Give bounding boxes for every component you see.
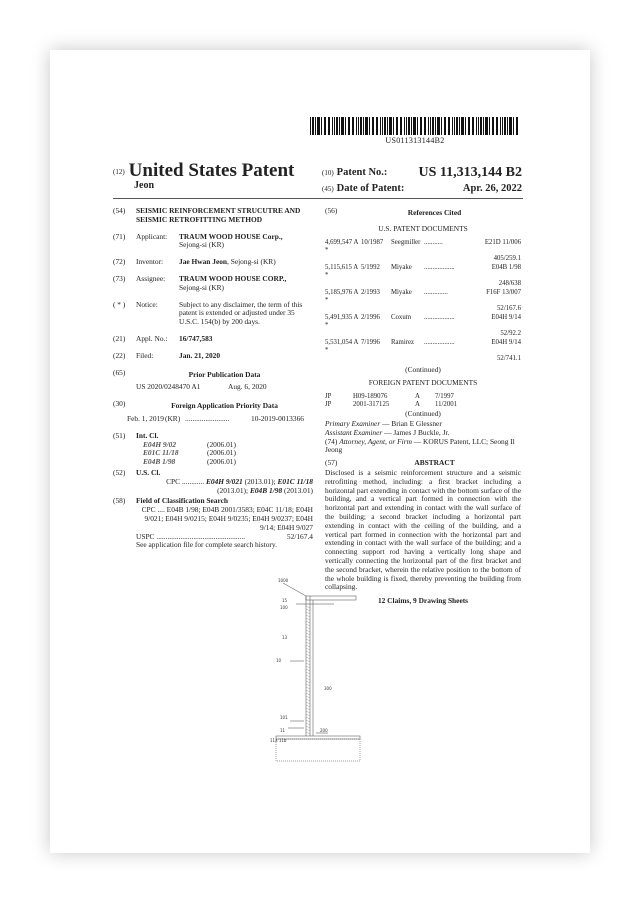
code-10: (10): [322, 169, 334, 177]
barcode-bar: [468, 117, 470, 135]
assistant-examiner-label: Assistant Examiner: [325, 427, 383, 437]
code-12: (12): [113, 167, 125, 176]
hatch-line: [306, 654, 310, 656]
barcode-bar: [516, 117, 518, 135]
barcode-bar: [332, 117, 333, 135]
hatch-line: [306, 612, 310, 614]
hatch-line: [306, 699, 310, 701]
barcode-bar: [459, 117, 460, 135]
cpc-year-3: (2013.01): [284, 485, 313, 495]
barcode-bar: [478, 117, 479, 135]
barcode-bar: [465, 117, 466, 135]
abstract-head: ABSTRACT: [414, 458, 455, 468]
code-22: (22): [113, 350, 126, 360]
continued-1: (Continued): [405, 364, 441, 374]
barcode-bar: [428, 117, 429, 135]
barcode-bar: [382, 117, 383, 135]
barcode-bar: [513, 117, 514, 135]
label-11: 11: [280, 728, 286, 733]
foreign-country: (KR): [165, 413, 181, 423]
barcode-bar: [489, 117, 490, 135]
label-13: 13: [282, 635, 288, 640]
barcode: [310, 117, 520, 145]
code-72: (72): [113, 257, 126, 267]
us-reference-row: [325, 239, 521, 255]
foreign-reference-cell: 11/2001: [435, 401, 458, 409]
barcode-bar: [435, 117, 436, 135]
code-58: (58): [113, 496, 126, 506]
foreign-dots: ........................: [185, 413, 230, 423]
int-cl-code: E04H 9/02: [143, 439, 177, 449]
foreign-priority-head: Foreign Application Priority Data: [171, 401, 278, 411]
hatch-line: [306, 687, 310, 689]
barcode-bar: [476, 117, 477, 135]
us-cl-label: U.S. Cl.: [136, 467, 161, 477]
us-reference-cell: 5,115,615 A *: [325, 263, 358, 279]
foreign-reference-cell: JP: [325, 393, 332, 401]
field-search-label: Field of Classification Search: [136, 496, 229, 506]
barcode-bar: [413, 117, 416, 135]
code-21: (21): [113, 333, 126, 343]
cpc-code-2: E01C 11/18: [277, 476, 313, 486]
int-cl-label: Int. Cl.: [136, 430, 159, 440]
foreign-date: Feb. 1, 2019: [127, 413, 164, 423]
code-71: (71): [113, 231, 126, 241]
int-cl-list: [113, 441, 313, 467]
code-45: (45): [322, 185, 334, 193]
title-text: United States Patent: [128, 160, 295, 181]
hatch-line: [306, 621, 310, 623]
references-head: References Cited: [407, 208, 462, 217]
prior-pub-head: Prior Publication Data: [188, 369, 261, 379]
us-reference-cell: ...........: [424, 238, 443, 246]
barcode-bar: [461, 117, 464, 135]
hatch-line: [306, 675, 310, 677]
cpc-line: [113, 478, 313, 496]
hatch-line: [306, 606, 310, 608]
inventor-label: Inventor:: [136, 257, 164, 267]
label-100: 100: [280, 605, 288, 610]
foreign-docs-head: FOREIGN PATENT DOCUMENTS: [368, 378, 478, 388]
hatch-line: [306, 651, 310, 653]
us-reference-row: [325, 314, 521, 330]
hatch-line: [306, 627, 310, 629]
code-51: (51): [113, 430, 126, 440]
foreign-reference-row: [325, 401, 521, 409]
primary-examiner: — Brian E Glessner: [380, 418, 442, 428]
continued-2: (Continued): [405, 409, 441, 419]
notice-text: Subject to any disclaimer, the term of this patent is extended or adjusted under 35 U.S.C. 154(b) by 200 days.: [179, 299, 303, 327]
barcode-bar: [317, 117, 320, 135]
hatch-line: [306, 729, 310, 731]
hatch-line: [306, 702, 310, 704]
barcode-bar: [372, 117, 374, 135]
code-56: (56): [325, 206, 338, 215]
hatch-line: [306, 720, 310, 722]
uspc-dots: ................................................: [156, 532, 246, 541]
barcode-bar: [363, 117, 364, 135]
barcode-bar: [504, 117, 506, 135]
us-reference-cell: 2/1993: [361, 288, 380, 296]
barcode-bar: [502, 117, 503, 135]
barcode-bar: [321, 117, 322, 135]
cpc-dots: ............: [181, 476, 205, 486]
us-reference-cell: 10/1987: [361, 238, 384, 246]
us-reference-cell: ..................: [424, 313, 455, 321]
cpc-year-2: (2013.01);: [217, 485, 249, 495]
barcode-bar: [424, 117, 426, 135]
prior-pub-no: US 2020/0248470 A1: [136, 382, 201, 392]
barcode-bar: [456, 117, 458, 135]
us-reference-cell: 5,531,054 A *: [325, 338, 359, 354]
barcode-bar: [430, 117, 431, 135]
foreign-references: [325, 393, 521, 409]
barcode-bar: [441, 117, 442, 135]
barcode-bar: [404, 117, 405, 135]
inventor-surname: Jeon: [134, 180, 154, 191]
hatch-line: [306, 711, 310, 713]
hatch-line: [306, 678, 310, 680]
hatch-line: [306, 618, 310, 620]
inventor-location: , Sejong-si (KR): [227, 257, 276, 267]
foreign-reference-cell: H09-189076: [353, 393, 388, 401]
code-73: (73): [113, 273, 126, 283]
barcode-bar: [408, 117, 410, 135]
hatch-line: [306, 669, 310, 671]
date-label: Date of Patent:: [336, 183, 405, 194]
barcode-bar: [417, 117, 418, 135]
barcode-bar: [507, 117, 508, 135]
hatch-line: [306, 645, 310, 647]
label-1000: 1000: [278, 578, 289, 583]
assignee-label: Assignee:: [136, 273, 166, 283]
attorney-label: Attorney, Agent, or Firm: [339, 436, 412, 446]
prior-pub-date: Aug. 6, 2020: [228, 382, 267, 392]
barcode-bar: [369, 117, 370, 135]
us-reference-row: [325, 264, 521, 280]
barcode-bar: [406, 117, 407, 135]
us-reference-cell: Miyake: [391, 263, 412, 271]
barcode-bars: [310, 117, 520, 135]
barcode-bar: [310, 117, 311, 135]
notice-label: Notice:: [136, 299, 158, 309]
attorney: — KORUS Patent, LLC; Seong Il Jeong: [325, 436, 515, 455]
us-reference-cell: 5,491,935 A *: [325, 313, 359, 329]
us-reference-class-cont: 52/92.2: [500, 329, 521, 337]
code-52: (52): [113, 467, 126, 477]
us-reference-cell: F16F 13/007: [486, 288, 521, 296]
barcode-bar: [360, 117, 362, 135]
barcode-bar: [324, 117, 326, 135]
barcode-bar: [334, 117, 335, 135]
hatch-line: [306, 705, 310, 707]
cpc-year-1: (2013.01);: [244, 476, 276, 486]
label-10: 10: [276, 658, 282, 663]
barcode-bar: [312, 117, 314, 135]
hatch-line: [306, 639, 310, 641]
foreign-reference-row: [325, 393, 521, 401]
barcode-bar: [448, 117, 450, 135]
us-reference-cell: ..................: [424, 263, 455, 271]
barcode-bar: [400, 117, 402, 135]
int-cl-version: (2006.01): [207, 457, 236, 467]
hatch-line: [306, 666, 310, 668]
hatch-line: [306, 693, 310, 695]
us-reference-class-cont: 405/259.1: [493, 254, 521, 262]
barcode-bar: [496, 117, 498, 135]
foreign-reference-cell: A: [415, 393, 420, 401]
wall-hatch: [306, 606, 310, 734]
us-reference-cell: ..............: [424, 288, 448, 296]
hatch-line: [306, 681, 310, 683]
us-reference-class-cont: 52/741.1: [497, 354, 521, 362]
foreign-reference-cell: A: [415, 401, 420, 409]
field-search-body: [113, 506, 313, 550]
barcode-bar: [328, 117, 330, 135]
us-reference-cell: Coxum: [391, 313, 412, 321]
us-reference-cell: Seegmiller: [391, 238, 421, 246]
barcode-bar: [483, 117, 484, 135]
patent-drawing: [268, 576, 368, 766]
us-docs-head: U.S. PATENT DOCUMENTS: [378, 223, 468, 233]
code-30: (30): [113, 399, 126, 409]
barcode-bar: [352, 117, 354, 135]
foreign-reference-cell: 2001-317125: [353, 401, 390, 409]
label-200: 200: [320, 728, 328, 733]
barcode-bar: [389, 117, 392, 135]
barcode-bar: [393, 117, 394, 135]
assignee-location: Sejong-si (KR): [179, 282, 224, 292]
barcode-bar: [341, 117, 344, 135]
hatch-line: [306, 633, 310, 635]
applicant-name: TRAUM WOOD HOUSE Corp.,: [179, 231, 283, 241]
int-cl-code: E01C 11/18: [143, 448, 179, 458]
barcode-bar: [472, 117, 474, 135]
barcode-bar: [454, 117, 455, 135]
assistant-examiner: — James J Buckle, Jr.: [382, 427, 450, 437]
us-reference-cell: 5/1992: [361, 263, 380, 271]
barcode-bar: [420, 117, 422, 135]
hatch-line: [306, 708, 310, 710]
us-reference-class-cont: 248/638: [498, 279, 521, 287]
see-application: See application file for complete search history.: [136, 540, 277, 550]
uspc-value: 52/167.4: [286, 531, 313, 541]
cpc-code-3: E04B 1/98: [249, 485, 283, 495]
barcode-bar: [336, 117, 338, 135]
barcode-bar: [480, 117, 482, 135]
abstract-text: Disclosed is a seismic reinforcement structure and a seismic retrofitting method, including: a first bracket including a horizontal part extending in contact with the bottom surface of the building, and a vertical part formed in connection with the horizontal part and extending in contact with the wall surface of the building; a second bracket including a horizontal part extending in contact with the ceiling of the building, and a vertical part formed in connection with the horizontal part and extending in contact with the wall surface of the building; and a connecting support rod having a vertically long shape and vertically connecting the horizontal part of the first bracket and the second bracket, wherein the relative position to the bottom of the whole building is fixed, thereby preventing the building from collapsing.: [325, 467, 521, 592]
hatch-line: [306, 630, 310, 632]
patent-number-block: [322, 165, 522, 197]
barcode-bar: [437, 117, 440, 135]
patent-no-label: Patent No.:: [336, 167, 388, 178]
wall-structure: [276, 583, 360, 761]
label-11ab: 11a 11b: [270, 738, 287, 743]
us-reference-row: [325, 339, 521, 355]
barcode-bar: [492, 117, 494, 135]
patent-date: Apr. 26, 2022: [462, 183, 522, 194]
barcode-bar: [411, 117, 412, 135]
hatch-line: [306, 657, 310, 659]
us-reference-cell: 4,699,547 A *: [325, 238, 359, 254]
barcode-bar: [380, 117, 381, 135]
uspc-label: USPC: [136, 531, 155, 541]
hatch-line: [306, 726, 310, 728]
filed-date: Jan. 21, 2020: [179, 350, 221, 360]
header-rule: [113, 198, 523, 199]
foreign-reference-cell: JP: [325, 401, 332, 409]
int-cl-version: (2006.01): [207, 439, 236, 449]
hatch-line: [306, 648, 310, 650]
barcode-bar: [387, 117, 388, 135]
hatch-line: [306, 696, 310, 698]
applicant-location: Sejong-si (KR): [179, 240, 224, 250]
hatch-line: [306, 660, 310, 662]
code-74: (74): [325, 436, 338, 446]
left-column: [113, 207, 313, 550]
barcode-bar: [500, 117, 501, 135]
hatch-line: [306, 663, 310, 665]
hatch-line: [306, 732, 310, 734]
us-reference-cell: E04H 9/14: [491, 338, 521, 346]
hatch-line: [306, 636, 310, 638]
barcode-bar: [432, 117, 434, 135]
label-300: 300: [324, 686, 332, 691]
claims-summary: 12 Claims, 9 Drawing Sheets: [377, 596, 469, 606]
us-reference-cell: Ramirez: [391, 338, 415, 346]
patent-title: [113, 160, 294, 182]
barcode-bar: [365, 117, 368, 135]
us-reference-cell: E04H 9/14: [491, 313, 521, 321]
primary-examiner-label: Primary Examiner: [325, 418, 381, 428]
barcode-bar: [358, 117, 359, 135]
barcode-bar: [444, 117, 446, 135]
cpc-label: CPC: [166, 476, 181, 486]
hatch-line: [306, 723, 310, 725]
us-reference-cell: 7/1996: [361, 338, 380, 346]
foreign-no: 10-2019-0013366: [251, 413, 304, 423]
barcode-bar: [396, 117, 398, 135]
filed-label: Filed:: [136, 350, 154, 360]
us-reference-cell: ..................: [424, 338, 455, 346]
us-reference-cell: E21D 11/006: [484, 238, 521, 246]
field-cpc: CPC .... E04B 1/98; E04B 2001/3583; E04C 11/18; E04H 9/021; E04H 9/0215; E04H 9/0235; E04H 9/0237; E04H 9/14; E04H 9/027: [141, 505, 313, 532]
hatch-line: [306, 690, 310, 692]
barcode-bar: [339, 117, 340, 135]
int-cl-code: E04B 1/98: [143, 457, 176, 467]
code-notice: ( * ): [113, 299, 126, 309]
hatch-line: [306, 624, 310, 626]
barcode-bar: [509, 117, 512, 135]
barcode-bar: [384, 117, 386, 135]
us-reference-row: [325, 289, 521, 305]
inventor-name: Jae Hwan Jeon: [179, 257, 228, 267]
barcode-bar: [356, 117, 357, 135]
appl-no: 16/747,583: [179, 333, 213, 343]
hatch-line: [306, 672, 310, 674]
int-cl-version: (2006.01): [207, 448, 236, 458]
appl-no-label: Appl. No.:: [136, 333, 168, 343]
hatch-line: [306, 609, 310, 611]
barcode-bar: [348, 117, 350, 135]
barcode-bar: [376, 117, 378, 135]
us-reference-cell: 2/1996: [361, 313, 380, 321]
hatch-line: [306, 714, 310, 716]
us-reference-cell: E04B 1/98: [491, 263, 521, 271]
code-57: (57): [325, 458, 338, 468]
invention-title: SEISMIC REINFORCEMENT STRUCUTRE AND SEISMIC RETROFITTING METHOD: [136, 206, 301, 224]
label-101: 101: [280, 715, 288, 720]
hatch-line: [306, 642, 310, 644]
right-column: [325, 207, 521, 610]
code-54: (54): [113, 206, 126, 215]
label-15: 15: [282, 598, 288, 603]
barcode-bar: [485, 117, 488, 135]
hatch-line: [306, 684, 310, 686]
us-reference-class-cont: 52/167.6: [497, 304, 521, 312]
foreign-reference-cell: 7/1997: [435, 393, 454, 401]
assignee-name: TRAUM WOOD HOUSE CORP.,: [179, 273, 287, 283]
patent-no: US 11,313,144 B2: [418, 165, 522, 180]
applicant-label: Applicant:: [136, 231, 168, 241]
code-65: (65): [113, 367, 126, 377]
us-references: [325, 239, 521, 363]
us-reference-cell: Miyake: [391, 288, 412, 296]
barcode-bar: [315, 117, 316, 135]
barcode-bar: [452, 117, 453, 135]
hatch-line: [306, 615, 310, 617]
us-reference-cell: 5,185,976 A *: [325, 288, 359, 304]
hatch-line: [306, 717, 310, 719]
barcode-bar: [345, 117, 346, 135]
cpc-code-1: E04H 9/021: [205, 476, 243, 486]
barcode-number: US011313144B2: [385, 136, 445, 145]
